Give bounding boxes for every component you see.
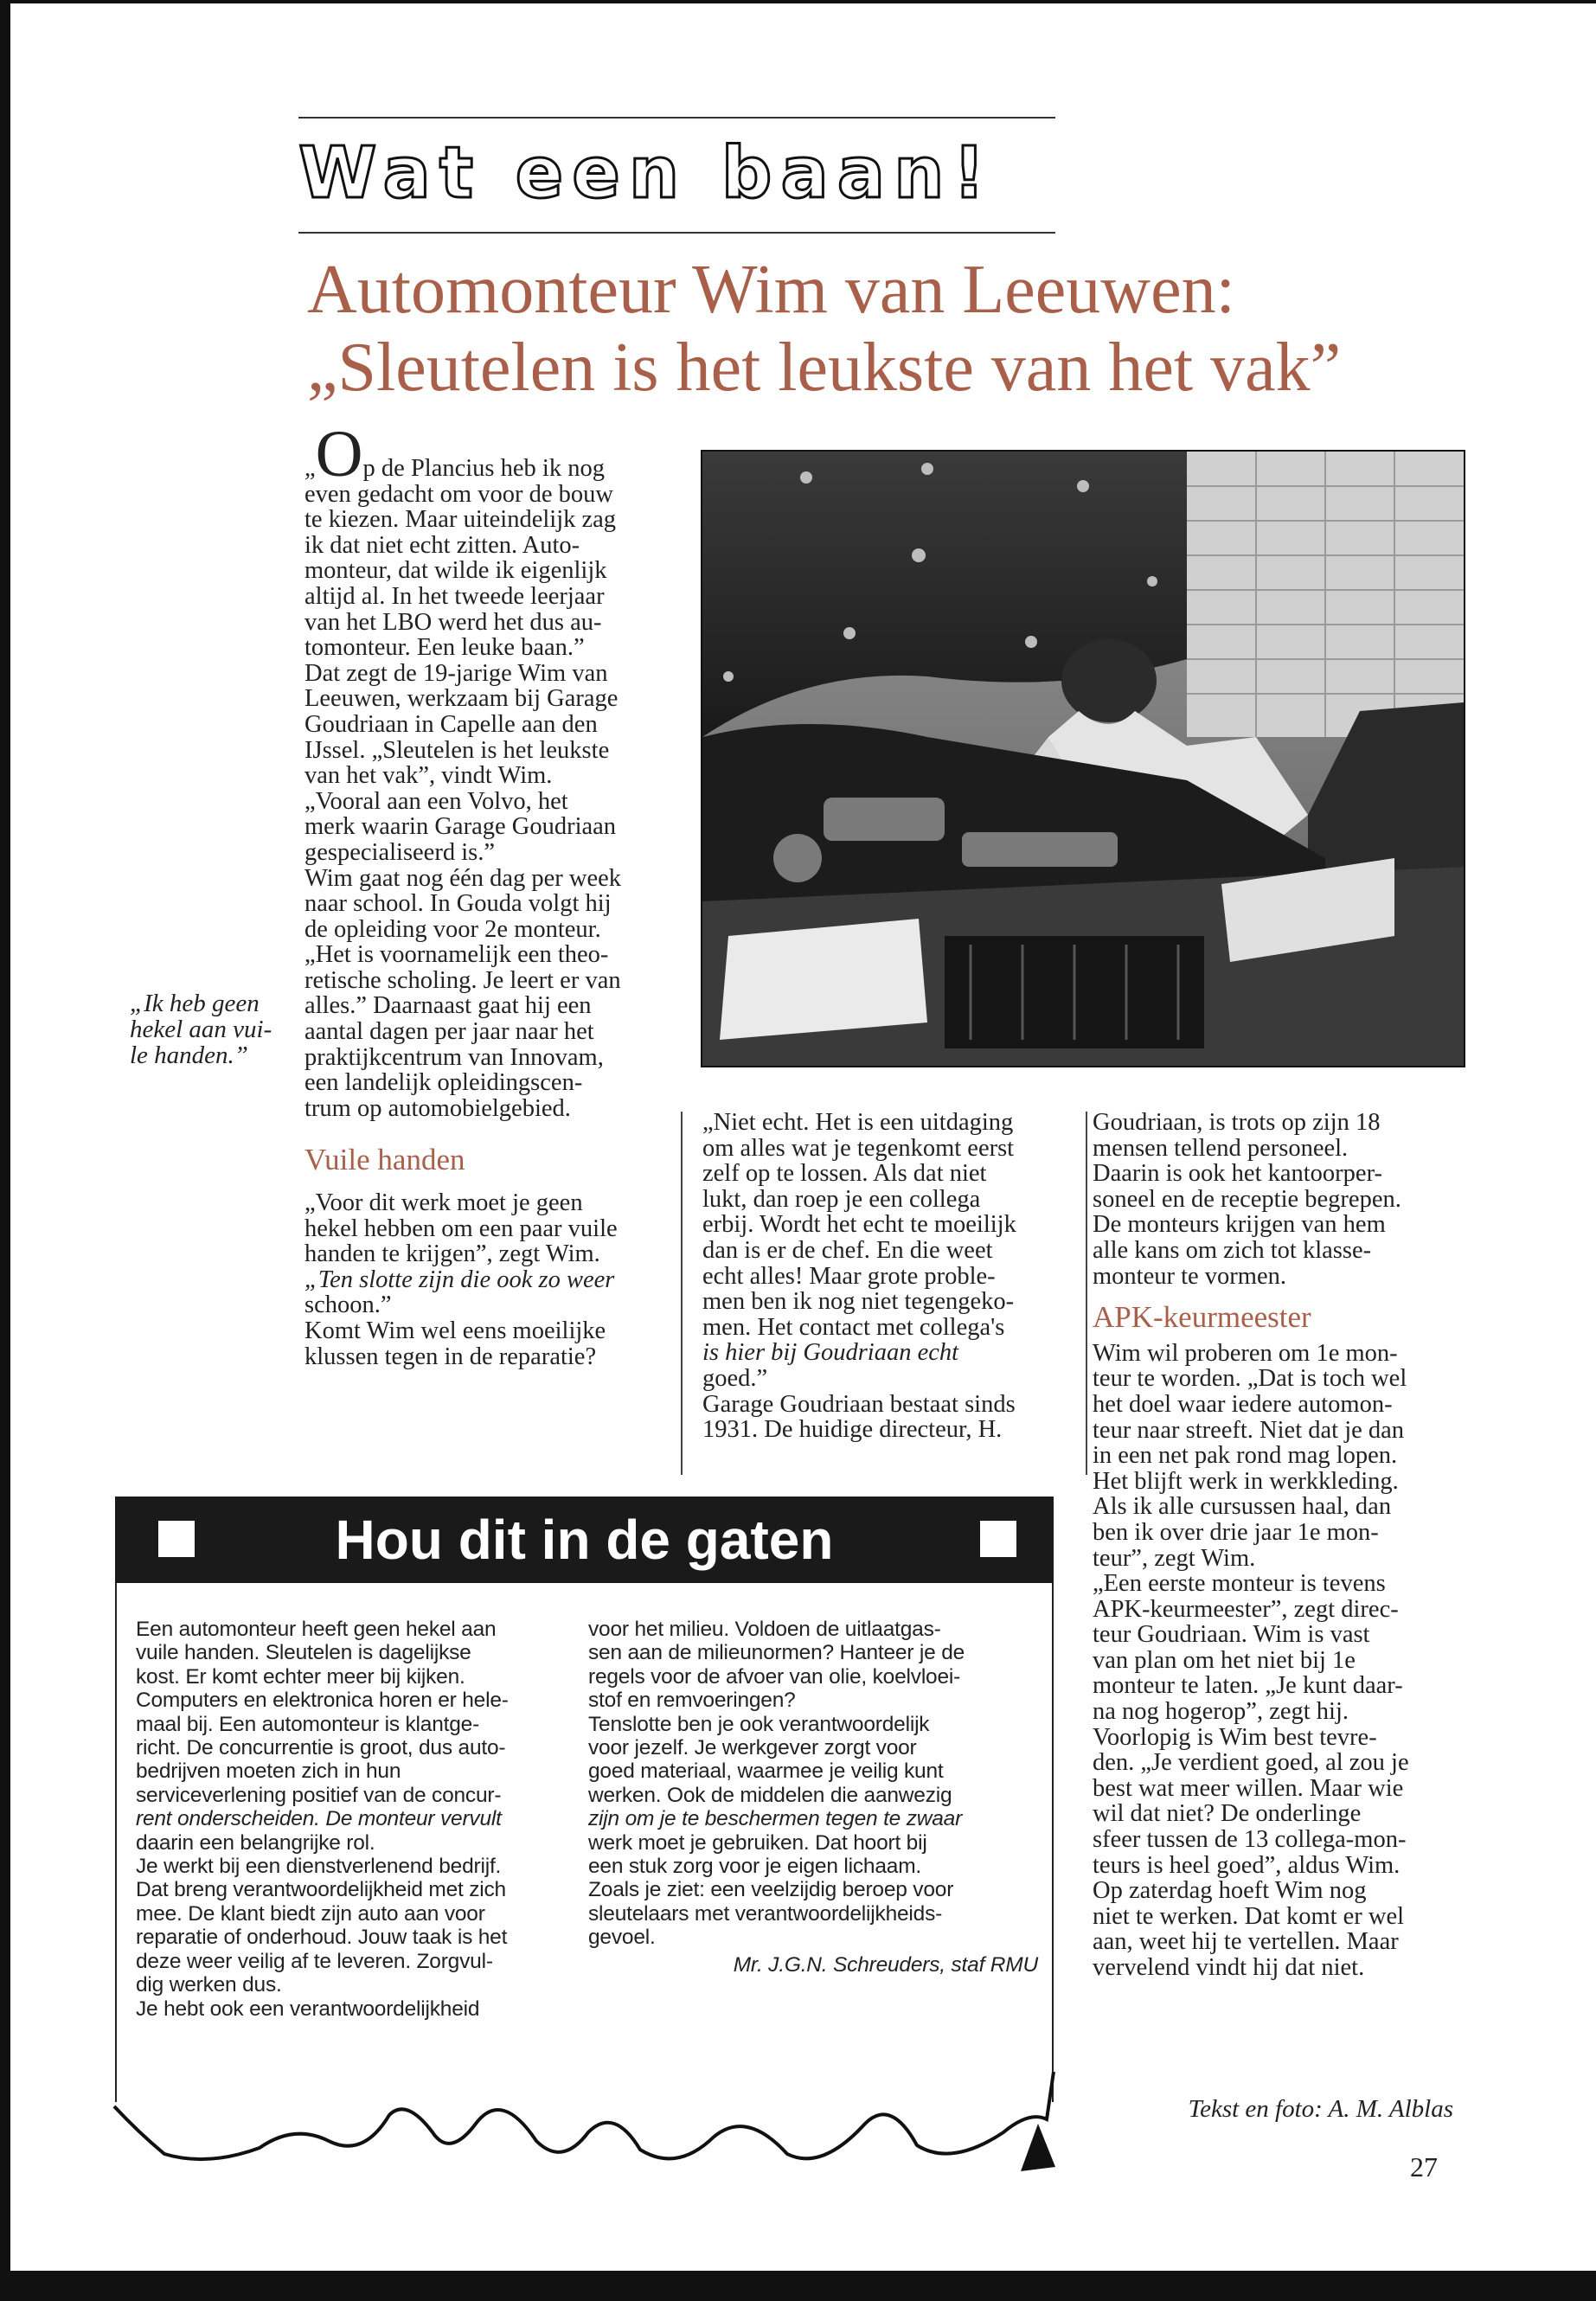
page-border-bottom (0, 2271, 1596, 2301)
headline-line-2: „Sleutelen is het leukste van het vak” (307, 330, 1342, 406)
text-line: Je hebt ook een verantwoordelijkheid (136, 1997, 480, 2021)
text-line: vuile handen. Sleutelen is dagelijkse (136, 1641, 471, 1665)
text-line: Garage Goudriaan bestaat sinds (702, 1390, 1016, 1418)
text-line: sfeer tussen de 13 collega-mon- (1093, 1826, 1407, 1854)
text-line: teurs is heel goed”, aldus Wim. (1093, 1851, 1401, 1879)
text-line: APK-keurmeester”, zegt direc- (1093, 1595, 1399, 1623)
text-line: naar school. In Gouda volgt hij (304, 890, 612, 918)
text-line: „Ten slotte zijn die ook zo weer (304, 1266, 615, 1293)
text-line: kost. Er komt echter meer bij kijken. (136, 1664, 465, 1689)
text-line: ik dat niet echt zitten. Auto- (304, 531, 580, 559)
text-line: is hier bij Goudriaan echt (702, 1339, 959, 1367)
text-line: Wim wil proberen om 1e mon- (1093, 1339, 1398, 1367)
text-line: Computers en elektronica horen er hele- (136, 1689, 509, 1713)
text-line: handen te krijgen”, zegt Wim. (304, 1240, 600, 1268)
column-1-after (304, 1190, 668, 1369)
text-line: een stuk zorg voor je eigen lichaam. (588, 1855, 922, 1879)
column-2-text (702, 1110, 1066, 1443)
text-line: alles.” Daarnaast gaat hij een (304, 992, 592, 1020)
text-line: sen aan de milieunormen? Hanteer je de (588, 1641, 965, 1665)
text-line: na nog hogerop”, zegt hij. (1093, 1698, 1349, 1726)
box-column-2 (588, 1618, 1038, 1977)
text-line: monteur te vormen. (1093, 1262, 1286, 1290)
text-line: Voorlopig is Wim best tevre- (1093, 1723, 1377, 1751)
text-line: goed materiaal, waarmee je veilig kunt (588, 1759, 944, 1784)
box-signature: Mr. J.G.N. Schreuders, staf RMU (733, 1952, 1038, 1977)
text-line: Leeuwen, werkzaam bij Garage (304, 685, 619, 713)
dropcap: O (315, 418, 363, 490)
text-line: 1931. De huidige directeur, H. (702, 1416, 1003, 1444)
text-line: Je werkt bij een dienstverlenend bedrijf. (136, 1855, 502, 1879)
text-line: Tenslotte ben je ook verantwoordelijk (588, 1712, 930, 1736)
box-title: Hou dit in de gaten (335, 1509, 834, 1571)
text-line: Zoals je ziet: een veelzijdig beroep voor (588, 1878, 954, 1902)
text-line: rent onderscheiden. De monteur vervult (136, 1807, 502, 1831)
pull-quote-line: „Ik heb geen (130, 990, 260, 1017)
text-line: teur naar streeft. Niet dat je dan (1093, 1416, 1405, 1444)
headline-line-1: Automonteur Wim van Leeuwen: (307, 252, 1235, 328)
text-line: stof en remvoeringen? (588, 1689, 796, 1713)
page-number: 27 (1410, 2151, 1438, 2182)
text-line: regels voor de afvoer van olie, koelvloei- (588, 1664, 961, 1689)
photo-credit: Tekst en foto: A. M. Alblas (1188, 2095, 1453, 2123)
text-line: van plan om het niet bij 1e (1093, 1646, 1356, 1674)
text-line: richt. De concurrentie is groot, dus auto- (136, 1736, 506, 1760)
text-line: zijn om je te beschermen tegen te zwaar (588, 1807, 963, 1831)
text-line: lukt, dan roep je een collega (702, 1185, 981, 1213)
text-line: men ben ik nog niet tegengeko- (702, 1288, 1015, 1316)
text-line: echt alles! Maar grote proble- (702, 1262, 996, 1290)
text-line: Het blijft werk in werkkleding. (1093, 1467, 1399, 1495)
text-line: dan is er de chef. En die weet (702, 1236, 993, 1264)
text-line: werk moet je gebruiken. Dat hoort bij (588, 1830, 927, 1855)
text-line: teur Goudriaan. Wim is vast (1093, 1621, 1370, 1649)
text-line: Daarin is ook het kantoorper- (1093, 1160, 1382, 1188)
box-column-1 (136, 1618, 568, 2021)
text-line: alle kans om zich tot klasse- (1093, 1236, 1372, 1264)
column-3-before (1093, 1110, 1456, 1289)
text-line: erbij. Wordt het echt te moeilijk (702, 1211, 1016, 1239)
text-line: mensen tellend personeel. (1093, 1134, 1349, 1162)
text-line: „Een eerste monteur is tevens (1093, 1570, 1386, 1598)
pull-quote-line: hekel aan vui- (130, 1016, 272, 1043)
text-line: serviceverlening positief van de concur- (136, 1783, 502, 1807)
text-line: gespecialiseerd is.” (304, 838, 495, 866)
text-line: in een net pak rond mag lopen. (1093, 1442, 1398, 1470)
text-line: niet te werken. Dat komt er wel (1093, 1902, 1405, 1930)
article-column-2 (702, 1110, 1066, 1443)
text-line: te kiezen. Maar uiteindelijk zag (304, 506, 617, 534)
column-3-after (1093, 1341, 1456, 1981)
text-line: teur te worden. „Dat is toch wel (1093, 1365, 1407, 1393)
text-line: Dat breng verantwoordelijkheid met zich (136, 1878, 506, 1902)
text-line: Op zaterdag hoeft Wim nog (1093, 1877, 1367, 1905)
text-line: hekel hebben om een paar vuile (304, 1215, 618, 1242)
subhead-vuile-handen: Vuile handen (304, 1143, 465, 1177)
text-line: goed.” (702, 1364, 768, 1392)
text-line: sleutelaars met verantwoordelijkheids- (588, 1901, 943, 1926)
text-line: soneel en de receptie begrepen. (1093, 1185, 1401, 1213)
text-line: Wim gaat nog één dag per week (304, 864, 622, 892)
text-line: mee. De klant biedt zijn auto aan voor (136, 1901, 485, 1926)
article-column-1 (304, 418, 668, 1370)
text-line: „Voor dit werk moet je geen (304, 1189, 583, 1217)
text-line: klussen tegen in de reparatie? (304, 1343, 597, 1370)
text-line: monteur, dat wilde ik eigenlijk (304, 557, 607, 585)
text-line: daarin een belangrijke rol. (136, 1830, 375, 1855)
text-line: praktijkcentrum van Innovam, (304, 1043, 604, 1071)
text-line: zelf op te lossen. Als dat niet (702, 1160, 987, 1188)
box-column-1-text (136, 1618, 568, 2021)
headline (307, 251, 1345, 407)
text-line: best wat meer willen. Maar wie (1093, 1774, 1404, 1802)
text-line: aantal dagen per jaar naar het (304, 1018, 594, 1046)
text-line: „Het is voornamelijk een theo- (304, 941, 609, 969)
text-line: van het LBO werd het dus au- (304, 608, 602, 636)
text-line: De monteurs krijgen van hem (1093, 1211, 1386, 1239)
text-line: Als ik alle cursussen haal, dan (1093, 1493, 1392, 1521)
text-line: het doel waar iedere automon- (1093, 1390, 1393, 1418)
text-line: aan, weet hij te vertellen. Maar (1093, 1928, 1399, 1956)
text-line: men. Het contact met collega's (702, 1313, 1005, 1341)
text-line: Dat zegt de 19-jarige Wim van (304, 659, 608, 687)
text-line: „Vooral aan een Volvo, het (304, 787, 568, 815)
text-line: gevoel. (588, 1926, 656, 1950)
text-line: voor jezelf. Je werkgever zorgt voor (588, 1736, 917, 1760)
text-line: IJssel. „Sleutelen is het leukste (304, 736, 610, 764)
text-line: Komt Wim wel eens moeilijke (304, 1317, 606, 1344)
text-line: wil dat niet? De onderlinge (1093, 1800, 1362, 1828)
dropcap-quote: „ (304, 455, 316, 482)
text-line: tomonteur. Een leuke baan.” (304, 634, 585, 662)
title-rule-top (298, 117, 1055, 119)
text-line: p de Plancius heb ik nog (362, 455, 605, 482)
text-line: altijd al. In het tweede leerjaar (304, 582, 605, 610)
text-line: trum op automobielgebied. (304, 1094, 571, 1122)
pull-quote-line: le handen.” (130, 1042, 248, 1069)
text-line: van het vak”, vindt Wim. (304, 762, 553, 790)
text-line: de opleiding voor 2e monteur. (304, 915, 601, 943)
text-line: den. „Je verdient goed, al zou je (1093, 1749, 1409, 1777)
column-divider (1086, 1112, 1087, 1475)
mechanic-photo (701, 450, 1465, 1067)
page-border-left (0, 0, 10, 2301)
text-line: merk waarin Garage Goudriaan (304, 813, 617, 841)
text-line: voor het milieu. Voldoen de uitlaatgas- (588, 1618, 941, 1641)
torn-edge-decoration (104, 2072, 1064, 2176)
text-line: om alles wat je tegenkomt eerst (702, 1134, 1015, 1162)
text-line: ben ik over drie jaar 1e mon- (1093, 1518, 1379, 1546)
column-divider (681, 1112, 683, 1475)
title-rule-bottom (298, 232, 1055, 234)
box-column-2-text (588, 1618, 1038, 1950)
text-line: werken. Ook de middelen die aanwezig (588, 1783, 952, 1807)
column-1-intro (304, 482, 668, 1122)
text-line: deze weer veilig af te leveren. Zorgvul- (136, 1949, 493, 1973)
text-line: reparatie of onderhoud. Jouw taak is het (136, 1926, 508, 1950)
pull-quote (130, 990, 303, 1068)
text-line: Goudriaan in Capelle aan den (304, 710, 598, 738)
article-column-3 (1093, 1110, 1456, 1981)
text-line: Goudriaan, is trots op zijn 18 (1093, 1109, 1381, 1136)
text-line: monteur te laten. „Je kunt daar- (1093, 1672, 1403, 1700)
text-line: Een automonteur heeft geen hekel aan (136, 1618, 497, 1641)
text-line: vervelend vindt hij dat niet. (1093, 1954, 1365, 1981)
text-line: „Niet echt. Het is een uitdaging (702, 1109, 1014, 1136)
text-line: schoon.” (304, 1292, 392, 1319)
text-line: een landelijk opleidingscen- (304, 1069, 583, 1097)
text-line: retische scholing. Je leert er van (304, 966, 621, 994)
series-title: Wat een baan! (298, 132, 994, 215)
text-line: dig werken dus. (136, 1973, 282, 1997)
box-border-left (115, 1583, 117, 2102)
text-line: teur”, zegt Wim. (1093, 1544, 1256, 1572)
text-line: even gedacht om voor de bouw (304, 480, 613, 508)
box-border-right (1052, 1583, 1054, 2102)
text-line: maal bij. Een automonteur is klantge- (136, 1712, 480, 1736)
column-1-first-line (304, 418, 668, 490)
text-line: bedrijven moeten zich in hun (136, 1759, 401, 1784)
page-border-top (0, 0, 1596, 3)
subhead-apk-keurmeester: APK-keurmeester (1093, 1300, 1311, 1335)
